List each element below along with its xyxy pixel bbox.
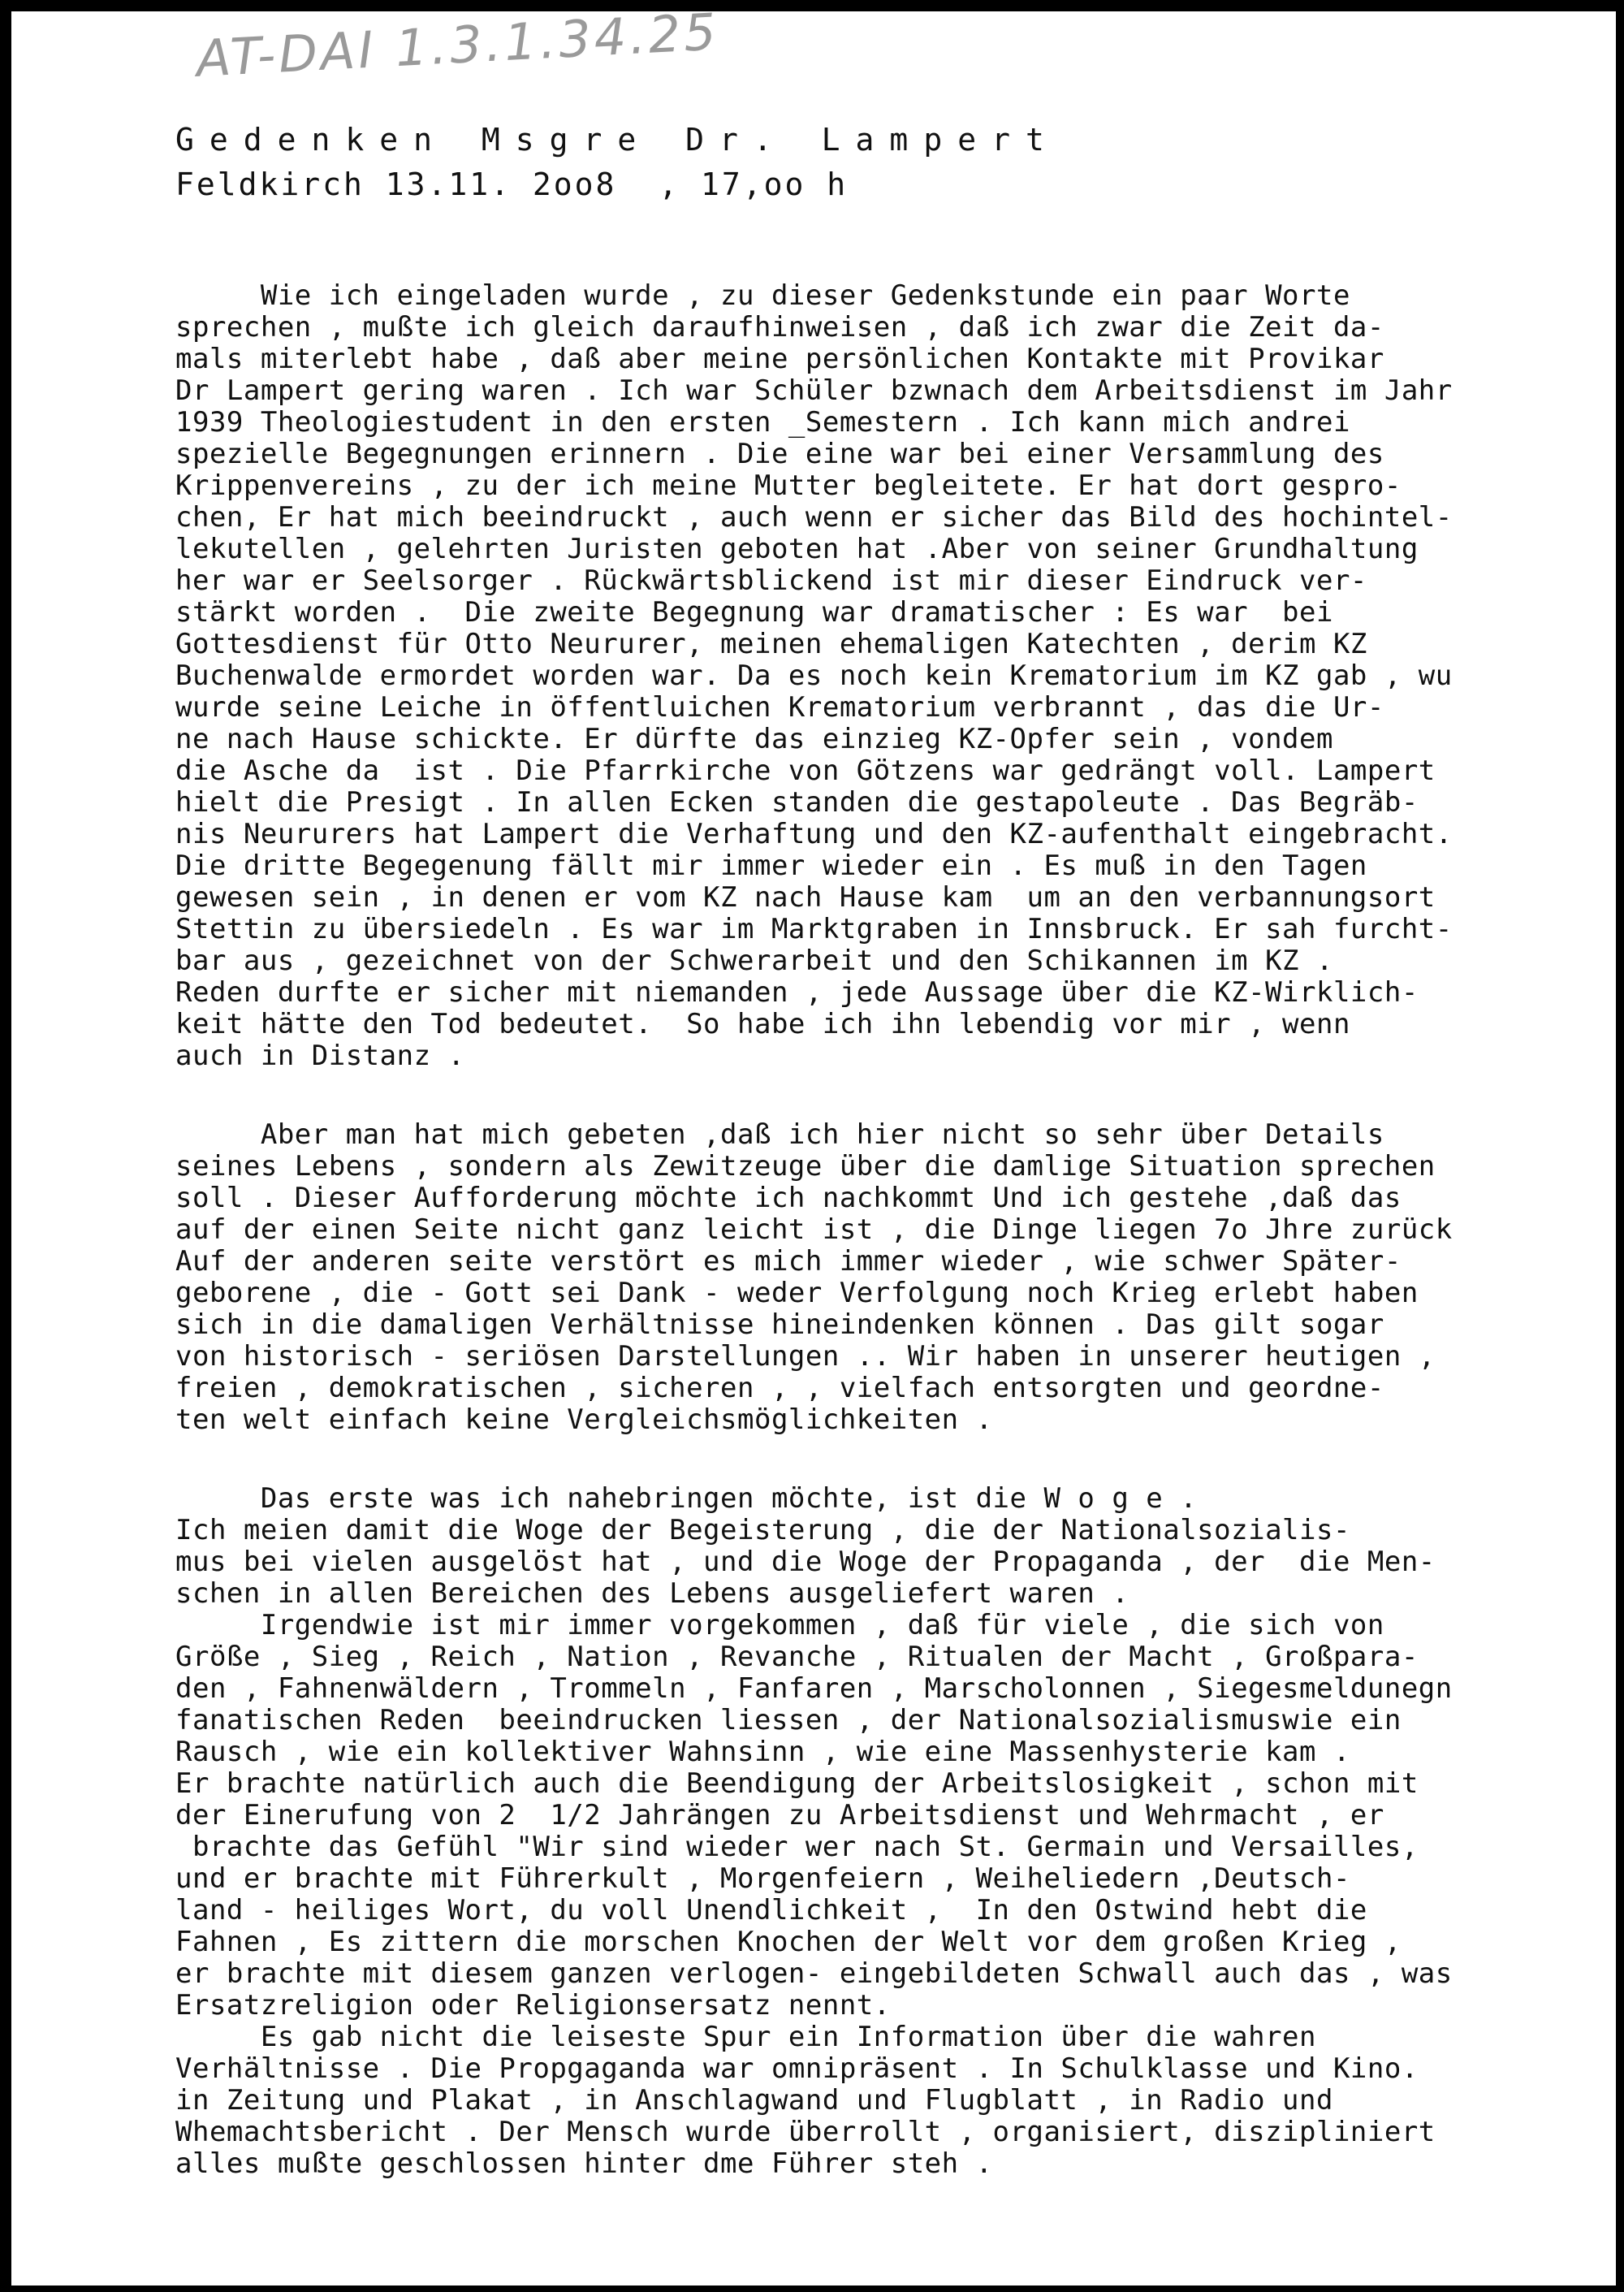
text-line: schen in allen Bereichen des Lebens ausgeliefert waren . bbox=[175, 1577, 1129, 1610]
text-line: mals miterlebt habe , daß aber meine persönlichen Kontakte mit Provikar bbox=[175, 343, 1384, 375]
text-line: Gottesdienst für Otto Neururer, meinen ehemaligen Katechten , derim KZ bbox=[175, 628, 1367, 660]
text-line: bar aus , gezeichnet von der Schwerarbeit und den Schikannen im KZ . bbox=[175, 945, 1333, 977]
text-line: sich in die damaligen Verhältnisse hineindenken können . Das gilt sogar bbox=[175, 1308, 1384, 1341]
text-line: Reden durfte er sicher mit niemanden , jede Aussage über die KZ-Wirklich- bbox=[175, 976, 1419, 1009]
paragraph bbox=[175, 280, 1453, 1072]
text-line: Dr Lampert gering waren . Ich war Schüler bzwnach dem Arbeitsdienst im Jahr bbox=[175, 374, 1453, 407]
text-line: mus bei vielen ausgelöst hat , und die Woge der Propaganda , der die Men- bbox=[175, 1546, 1436, 1578]
text-line: seines Lebens , sondern als Zewitzeuge über die damlige Situation sprechen bbox=[175, 1150, 1436, 1183]
text-line: Aber man hat mich gebeten ,daß ich hier nicht so sehr über Details bbox=[175, 1118, 1384, 1151]
text-line: Krippenvereins , zu der ich meine Mutter begleitete. Er hat dort gespro- bbox=[175, 469, 1402, 502]
text-line: Whemachtsbericht . Der Mensch wurde überrollt , organisiert, diszipliniert bbox=[175, 2116, 1436, 2148]
text-line: lekutellen , gelehrten Juristen geboten hat .Aber von seiner Grundhaltung bbox=[175, 533, 1419, 565]
text-line: Stettin zu übersiedeln . Es war im Marktgraben in Innsbruck. Er sah furcht- bbox=[175, 913, 1453, 945]
text-line: und er brachte mit Führerkult , Morgenfeiern , Weiheliedern ,Deutsch- bbox=[175, 1862, 1350, 1895]
text-line: auf der einen Seite nicht ganz leicht ist , die Dinge liegen 7o Jhre zurück bbox=[175, 1213, 1453, 1246]
paragraph bbox=[175, 1483, 1453, 2180]
text-line: stärkt worden . Die zweite Begegnung war dramatischer : Es war bei bbox=[175, 596, 1333, 629]
text-line: alles mußte geschlossen hinter dme Führer steh . bbox=[175, 2147, 993, 2180]
text-line: sprechen , mußte ich gleich daraufhinweisen , daß ich zwar die Zeit da- bbox=[175, 311, 1384, 344]
document-subtitle: Feldkirch 13.11. 2oo8 , 17,oo h bbox=[175, 166, 849, 202]
text-line: von historisch - seriösen Darstellungen .. Wir haben in unserer heutigen , bbox=[175, 1340, 1436, 1373]
text-line: er brachte mit diesem ganzen verlogen- eingebildeten Schwall auch das , was bbox=[175, 1957, 1453, 1990]
text-line: Größe , Sieg , Reich , Nation , Revanche , Ritualen der Macht , Großpara- bbox=[175, 1641, 1419, 1673]
text-line: Verhältnisse . Die Propgaganda war omnipräsent . In Schulklasse und Kino. bbox=[175, 2052, 1419, 2085]
text-line: Rausch , wie ein kollektiver Wahnsinn , wie eine Massenhysterie kam . bbox=[175, 1736, 1350, 1768]
text-line: Ich meien damit die Woge der Begeisterung , die der Nationalsozialis- bbox=[175, 1514, 1350, 1546]
text-line: auch in Distanz . bbox=[175, 1040, 465, 1072]
text-line: wurde seine Leiche in öffentluichen Krematorium verbrannt , das die Ur- bbox=[175, 691, 1384, 724]
paragraph-gap bbox=[175, 1072, 1453, 1119]
paragraph-gap bbox=[175, 1436, 1453, 1483]
text-line: keit hätte den Tod bedeutet. So habe ich ihn lebendig vor mir , wenn bbox=[175, 1008, 1350, 1040]
text-line: ten welt einfach keine Vergleichsmöglichkeiten . bbox=[175, 1403, 993, 1436]
text-line: Ersatzreligion oder Religionsersatz nennt. bbox=[175, 1989, 891, 2022]
text-line: Das erste was ich nahebringen möchte, ist die W o g e . bbox=[175, 1482, 1198, 1515]
text-line: fanatischen Reden beeindrucken liessen , der Nationalsozialismuswie ein bbox=[175, 1704, 1402, 1736]
text-line: gewesen sein , in denen er vom KZ nach Hause kam um an den verbannungsort bbox=[175, 881, 1436, 914]
text-line: hielt die Presigt . In allen Ecken standen die gestapoleute . Das Begräb- bbox=[175, 786, 1419, 819]
text-line: chen, Er hat mich beeindruckt , auch wenn er sicher das Bild des hochintel- bbox=[175, 501, 1453, 534]
text-line: spezielle Begegnungen erinnern . Die eine war bei einer Versammlung des bbox=[175, 438, 1384, 470]
text-line: die Asche da ist . Die Pfarrkirche von Götzens war gedrängt voll. Lampert bbox=[175, 755, 1436, 787]
document-body bbox=[175, 280, 1453, 2180]
text-line: der Einerufung von 2 1/2 Jahrängen zu Arbeitsdienst und Wehrmacht , er bbox=[175, 1799, 1384, 1831]
text-line: nis Neururers hat Lampert die Verhaftung und den KZ-aufenthalt eingebracht. bbox=[175, 818, 1453, 850]
text-line: 1939 Theologiestudent in den ersten _Semestern . Ich kann mich andrei bbox=[175, 406, 1350, 439]
text-line: land - heiliges Wort, du voll Unendlichkeit , In den Ostwind hebt die bbox=[175, 1894, 1367, 1927]
text-line: Wie ich eingeladen wurde , zu dieser Gedenkstunde ein paar Worte bbox=[175, 279, 1350, 312]
text-line: Es gab nicht die leiseste Spur ein Information über die wahren bbox=[175, 2021, 1316, 2053]
text-line: her war er Seelsorger . Rückwärtsblickend ist mir dieser Eindruck ver- bbox=[175, 564, 1367, 597]
text-line: soll . Dieser Aufforderung möchte ich nachkommt Und ich gestehe ,daß das bbox=[175, 1182, 1402, 1214]
text-line: den , Fahnenwäldern , Trommeln , Fanfaren , Marscholonnen , Siegesmeldunegn bbox=[175, 1672, 1453, 1705]
text-line: Auf der anderen seite verstört es mich immer wieder , wie schwer Später- bbox=[175, 1245, 1402, 1278]
text-line: brachte das Gefühl "Wir sind wieder wer nach St. Germain und Versailles, bbox=[175, 1831, 1419, 1863]
text-line: Irgendwie ist mir immer vorgekommen , daß für viele , die sich von bbox=[175, 1609, 1384, 1641]
text-line: Fahnen , Es zittern die morschen Knochen der Welt vor dem großen Krieg , bbox=[175, 1926, 1402, 1958]
text-line: Er brachte natürlich auch die Beendigung der Arbeitslosigkeit , schon mit bbox=[175, 1767, 1419, 1800]
document-title: Gedenken Msgre Dr. Lampert bbox=[175, 122, 1060, 158]
text-line: ne nach Hause schickte. Er dürfte das einzieg KZ-Opfer sein , vondem bbox=[175, 723, 1333, 755]
text-line: Buchenwalde ermordet worden war. Da es noch kein Krematorium im KZ gab , wu bbox=[175, 659, 1453, 692]
text-line: Die dritte Begegenung fällt mir immer wieder ein . Es muß in den Tagen bbox=[175, 850, 1367, 882]
paragraph bbox=[175, 1119, 1453, 1436]
text-line: geborene , die - Gott sei Dank - weder Verfolgung noch Krieg erlebt haben bbox=[175, 1277, 1419, 1309]
archive-signature: AT-DAI 1.3.1.34.25 bbox=[195, 2, 721, 89]
text-line: freien , demokratischen , sicheren , , vielfach entsorgten und geordne- bbox=[175, 1372, 1384, 1404]
text-line: in Zeitung und Plakat , in Anschlagwand und Flugblatt , in Radio und bbox=[175, 2084, 1333, 2117]
